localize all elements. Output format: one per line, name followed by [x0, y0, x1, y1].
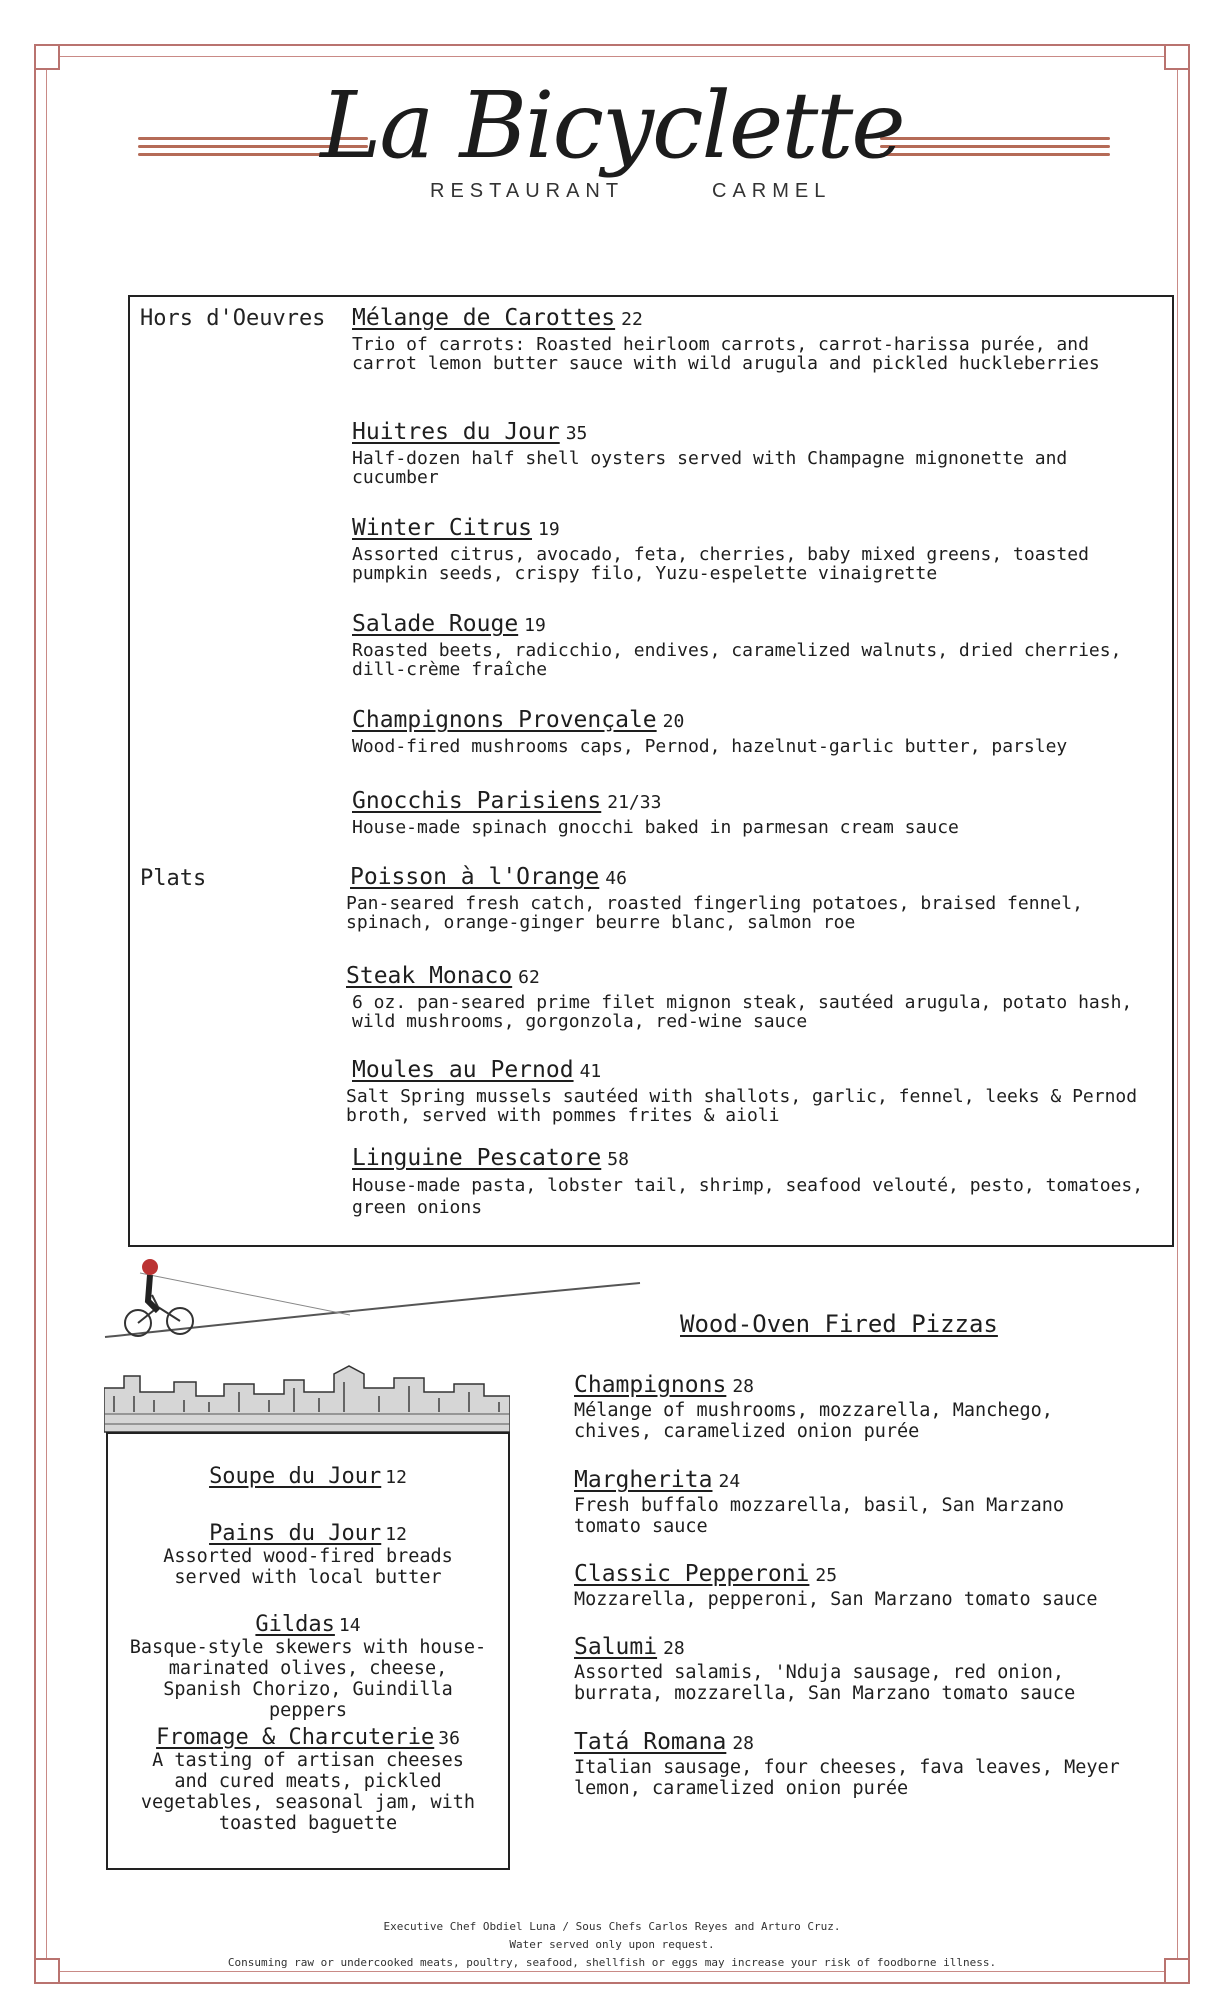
cyclist-illustration: [100, 1255, 645, 1345]
item-price: 19: [524, 615, 546, 636]
item-name: Classic Pepperoni: [574, 1561, 810, 1587]
item-description: Roasted beets, radicchio, endives, caramelized walnuts, dried cherries, dill-crème fraîche: [352, 640, 1122, 680]
item-name: Linguine Pescatore: [352, 1145, 602, 1171]
item-description: Assorted citrus, avocado, feta, cherries, baby mixed greens, toasted pumpkin seeds, crispy filo, Yuzu-espelette vinaigrette: [352, 544, 1089, 584]
item-price: 25: [815, 1565, 838, 1586]
item-name: Salumi: [574, 1634, 658, 1660]
item-name: Moules au Pernod: [352, 1057, 574, 1083]
pizza-section-heading: Wood-Oven Fired Pizzas: [680, 1310, 998, 1338]
pizza-item: [574, 1372, 1134, 1442]
item-price: 58: [607, 1149, 629, 1170]
item-price: 41: [579, 1061, 602, 1082]
item-description: Assorted salamis, 'Nduja sausage, red onion, burrata, mozzarella, San Marzano tomato sauce: [574, 1662, 1076, 1704]
item-price: 12: [385, 1467, 407, 1488]
logo-subtitle-right: CARMEL: [712, 180, 832, 202]
item-name: Soupe du Jour: [209, 1464, 382, 1489]
item-name: Pains du Jour: [209, 1521, 382, 1546]
pizza-item: [574, 1729, 1134, 1799]
menu-item: [352, 419, 1152, 487]
section-label-plats: Plats: [140, 866, 207, 891]
item-name: Champignons: [574, 1372, 727, 1398]
pizza-item: [574, 1561, 1134, 1610]
menu-item: [352, 707, 1152, 756]
item-description: House-made spinach gnocchi baked in parmesan cream sauce: [352, 817, 959, 838]
item-price: 35: [565, 423, 588, 444]
menu-item: [352, 305, 1152, 373]
item-price: 22: [621, 309, 643, 330]
city-skyline-illustration: [104, 1362, 510, 1434]
item-name: Poisson à l'Orange: [350, 864, 600, 890]
item-price: 12: [385, 1524, 407, 1545]
item-name: Salade Rouge: [352, 611, 519, 637]
section-label-hors-doeuvres: Hors d'Oeuvres: [140, 306, 326, 331]
item-description: House-made pasta, lobster tail, shrimp, seafood velouté, pesto, tomatoes, green onions: [352, 1175, 1144, 1218]
footer-health-warning: Consuming raw or undercooked meats, poultry, seafood, shellfish or eggs may increase your risk of foodborne illness.: [227, 1956, 997, 1969]
item-price: 36: [438, 1728, 460, 1749]
item-description: Mélange of mushrooms, mozzarella, Manchego, chives, caramelized onion purée: [574, 1400, 1053, 1442]
item-description: Wood-fired mushrooms caps, Pernod, hazelnut-garlic butter, parsley: [352, 736, 1068, 757]
item-description: Pan-seared fresh catch, roasted fingerling potatoes, braised fennel, spinach, orange-ginger beurre blanc, salmon roe: [346, 893, 1083, 933]
item-price: 46: [605, 868, 627, 889]
item-description: Assorted wood-fired breads served with local butter: [163, 1546, 453, 1588]
item-price: 28: [663, 1638, 685, 1659]
item-name: Champignons Provençale: [352, 707, 657, 733]
menu-item: [346, 1057, 1146, 1125]
item-name: Mélange de Carottes: [352, 305, 616, 331]
item-name: Gildas: [255, 1612, 335, 1637]
item-description: Basque-style skewers with house-marinated olives, cheese, Spanish Chorizo, Guindilla peppers: [129, 1637, 487, 1721]
item-description: Italian sausage, four cheeses, fava leaves, Meyer lemon, caramelized onion purée: [574, 1757, 1120, 1799]
side-item: [110, 1612, 506, 1721]
item-price: 21/33: [607, 792, 662, 813]
corner-ornament: [34, 44, 60, 70]
pizza-item: [574, 1467, 1134, 1537]
item-price: 14: [338, 1615, 361, 1636]
item-description: A tasting of artisan cheeses and cured meats, pickled vegetables, seasonal jam, with toasted baguette: [140, 1750, 476, 1834]
item-description: Half-dozen half shell oysters served with Champagne mignonette and cucumber: [352, 448, 1068, 488]
footer-chef-credits: Executive Chef Obdiel Luna / Sous Chefs Carlos Reyes and Arturo Cruz.: [383, 1920, 841, 1933]
menu-item: [352, 611, 1152, 679]
footer-water-note: Water served only upon request.: [509, 1938, 715, 1951]
side-item: [110, 1521, 506, 1588]
item-description: 6 oz. pan-seared prime filet mignon steak, sautéed arugula, potato hash, wild mushrooms, gorgonzola, red-wine sauce: [352, 992, 1133, 1032]
item-price: 62: [518, 967, 540, 988]
corner-ornament: [1164, 1958, 1190, 1984]
item-description: Trio of carrots: Roasted heirloom carrots, carrot-harissa purée, and carrot lemon butter sauce with wild arugula and pickled huckleberries: [352, 334, 1100, 374]
logo-subtitle-left: RESTAURANT: [430, 180, 625, 202]
pizza-item: [574, 1634, 1134, 1704]
item-price: 28: [732, 1733, 755, 1754]
item-name: Fromage & Charcuterie: [156, 1725, 435, 1750]
item-name: Steak Monaco: [346, 963, 513, 989]
item-description: Mozzarella, pepperoni, San Marzano tomato sauce: [574, 1589, 1098, 1610]
item-price: 24: [718, 1471, 741, 1492]
item-name: Winter Citrus: [352, 515, 533, 541]
menu-item: [352, 1145, 1152, 1219]
item-price: 19: [538, 519, 560, 540]
restaurant-logo: [130, 72, 1094, 210]
side-item: [110, 1725, 506, 1834]
item-name: Margherita: [574, 1467, 713, 1493]
menu-item: [346, 864, 1146, 932]
corner-ornament: [34, 1958, 60, 1984]
item-name: Huitres du Jour: [352, 419, 560, 445]
side-item: [110, 1464, 506, 1489]
restaurant-name: La Bicyclette: [320, 72, 904, 179]
item-price: 20: [662, 711, 685, 732]
corner-ornament: [1164, 44, 1190, 70]
menu-item: [346, 963, 1146, 1031]
item-description: Fresh buffalo mozzarella, basil, San Marzano tomato sauce: [574, 1495, 1065, 1537]
item-name: Tatá Romana: [574, 1729, 727, 1755]
menu-item: [352, 515, 1152, 583]
item-description: Salt Spring mussels sautéed with shallots, garlic, fennel, leeks & Pernod broth, served with pommes frites & aioli: [346, 1086, 1138, 1126]
item-price: 28: [732, 1376, 755, 1397]
menu-item: [352, 788, 1152, 837]
item-name: Gnocchis Parisiens: [352, 788, 602, 814]
